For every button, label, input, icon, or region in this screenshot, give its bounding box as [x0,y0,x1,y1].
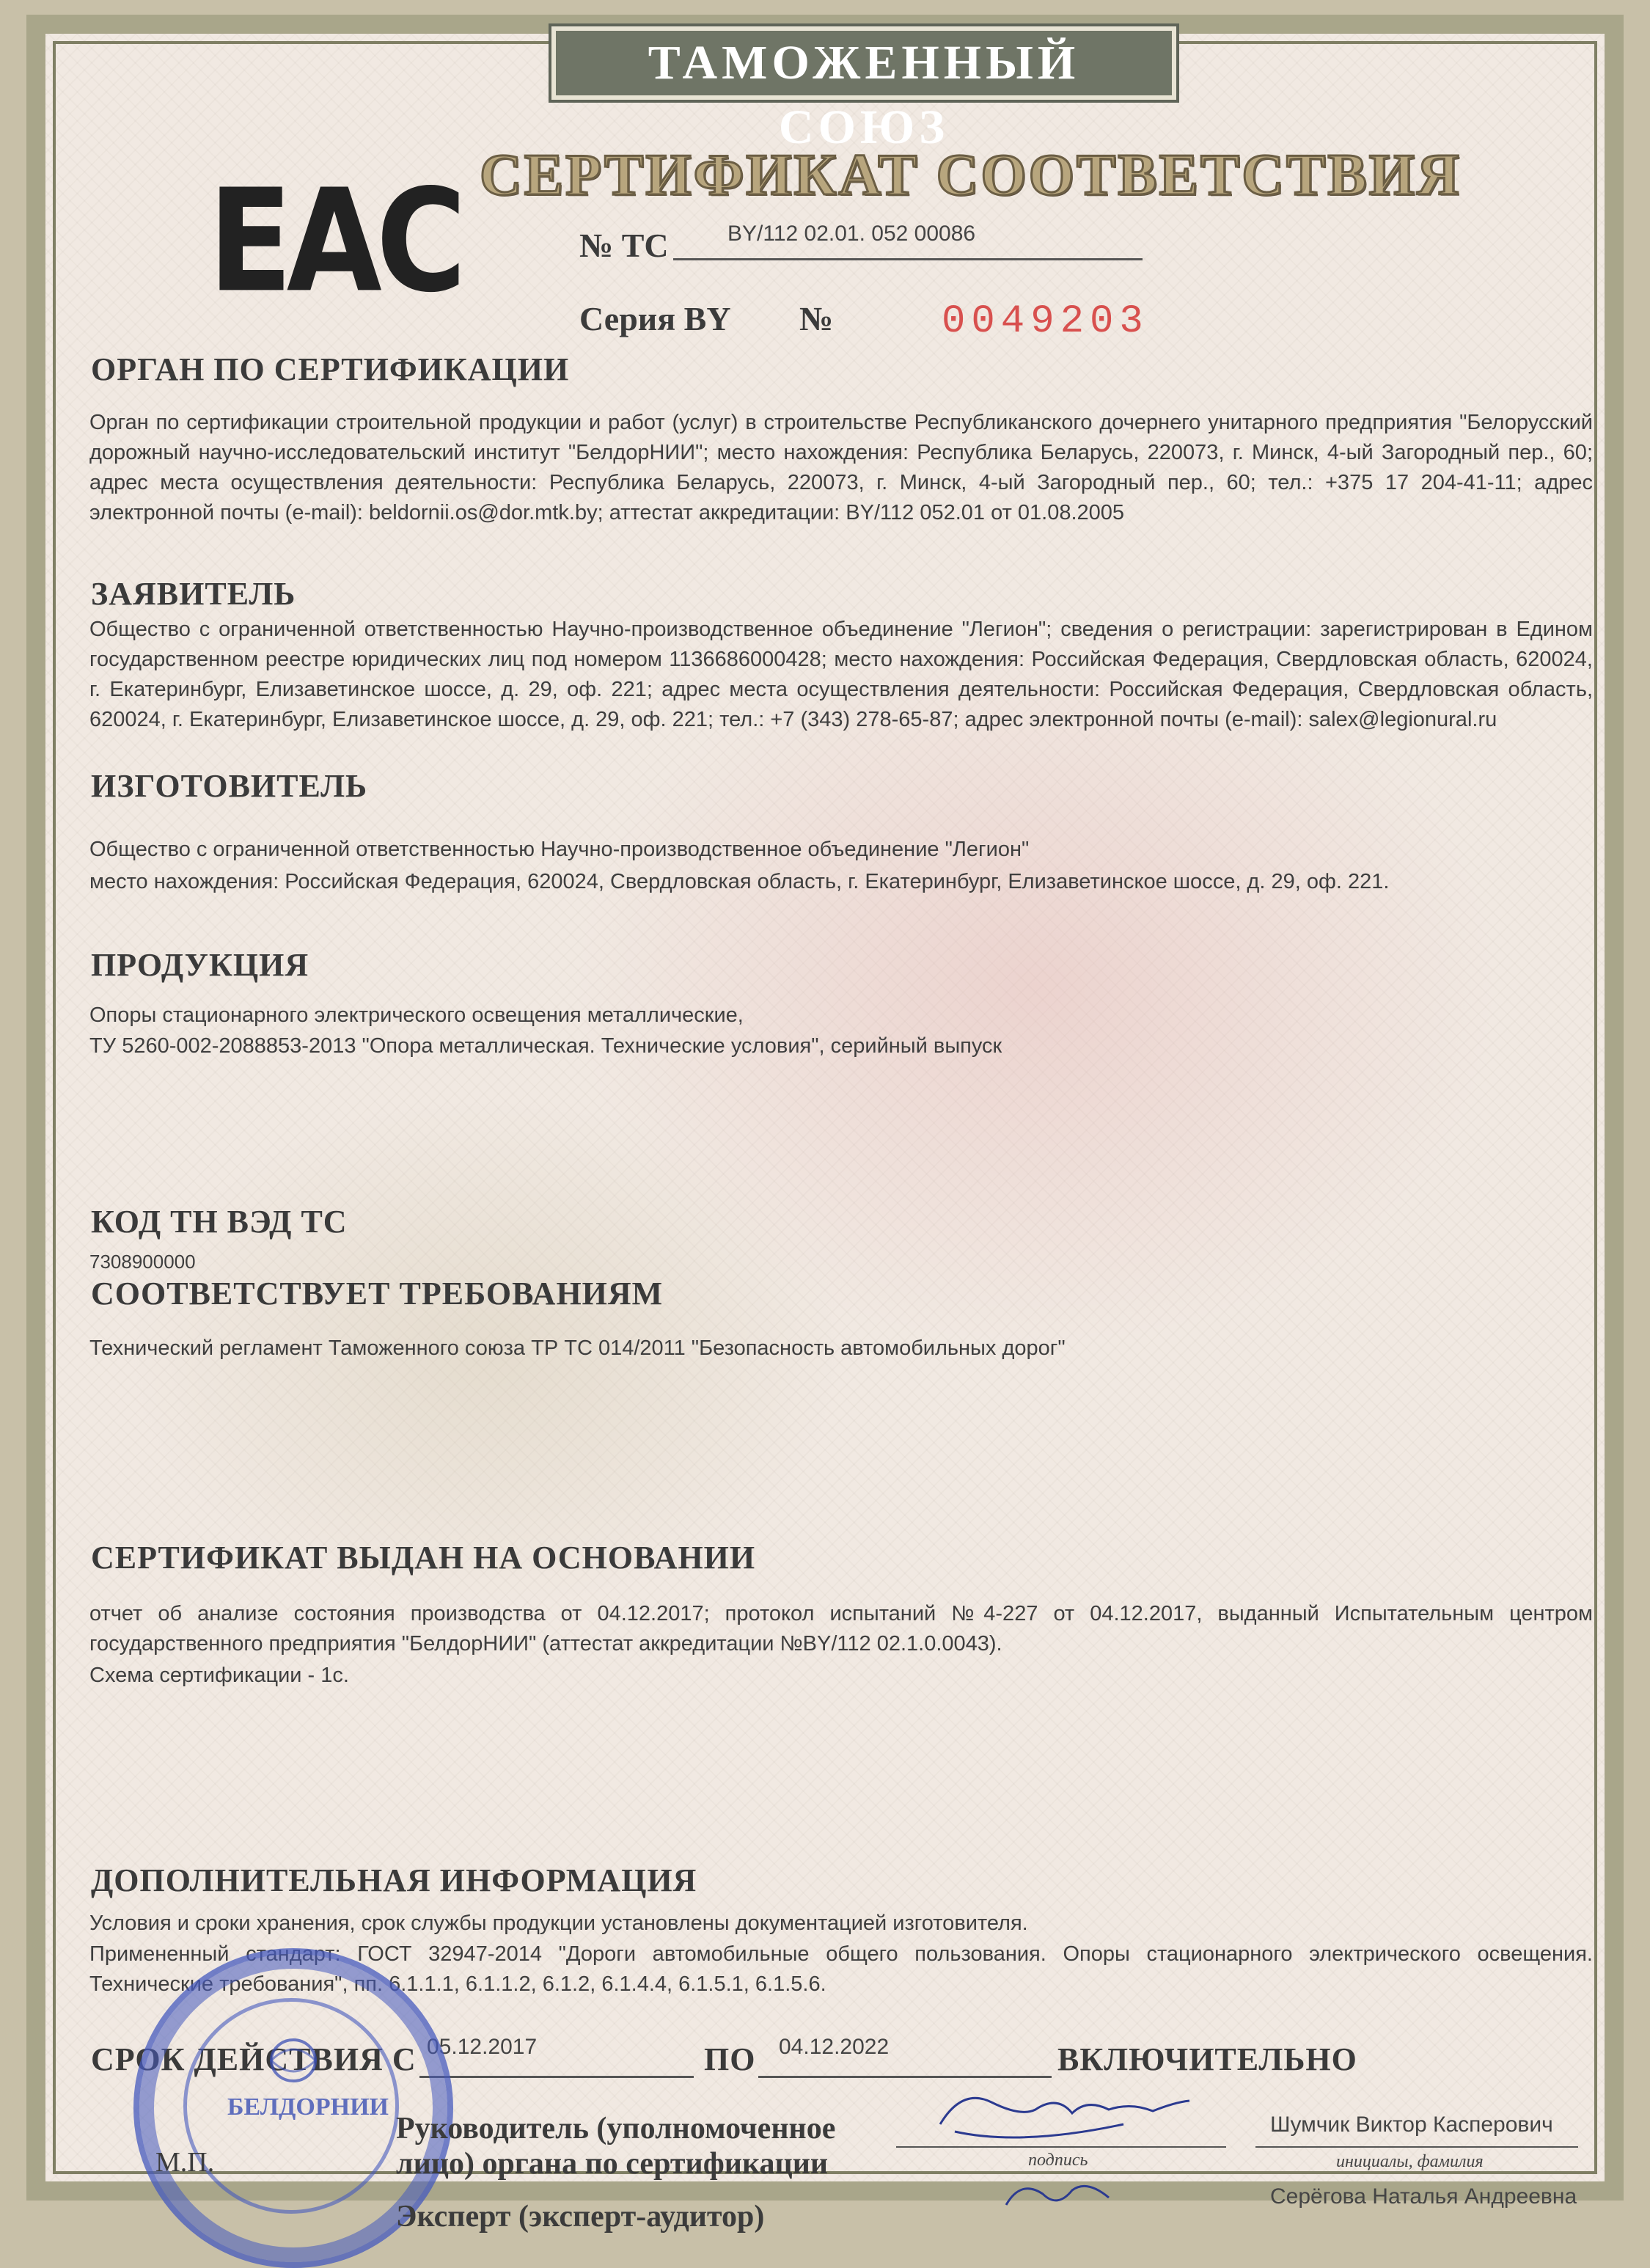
head-signature-line [896,2146,1226,2148]
section-heading-applicant: ЗАЯВИТЕЛЬ [91,576,296,612]
validity-from-date: 05.12.2017 [427,2035,538,2059]
certificate-title: СЕРТИФИКАТ СООТВЕТСТВИЯ [480,143,1462,208]
validity-to-label: ПО [704,2041,756,2077]
section-text-body: Орган по сертификации строительной продукции и работ (услуг) в строительстве Республиканского дочернего унитарного предприятия "Белорусский дорожный научно-исследовательский институт "БелдорНИИ"; место нахождения: Республика Беларусь, 220073, г. Минск, 4-ый Загородный пер., 60; адрес места осуществления деятельности: Республика Беларусь, 220073, г. Минск, 4-ый Загородный пер., 60; тел.: +375 17 204-41-11; адрес электронной почты (e-mail): beldornii.os@dor.mtk.by; аттестат аккредитации: BY/112 052.01 от 01.08.2005 [89,411,1593,524]
section-heading-conforms: СООТВЕТСТВУЕТ ТРЕБОВАНИЯМ [91,1276,664,1312]
head-name: Шумчик Виктор Касперович [1270,2112,1553,2137]
manufacturer-line-1: Общество с ограниченной ответственностью Научно-производственное объединение "Легион" [89,838,1030,861]
validity-to-date: 04.12.2022 [779,2035,890,2059]
eac-logo: ЕАС [208,158,461,324]
head-label-line-1: Руководитель (уполномоченное [396,2112,836,2146]
manufacturer-line-2: место нахождения: Российская Федерация, 620024, Свердловская область, г. Екатеринбург, Елизаветинское шоссе, д. 29, оф. 221. [89,870,1390,893]
product-line-2: ТУ 5260-002-2088853-2013 "Опора металлическая. Технические условия", серийный выпуск [89,1034,1002,1058]
series-label: Серия BY [579,300,731,337]
additional-line-1: Условия и сроки хранения, срок службы продукции установлены документацией изготовителя. [89,1912,1028,1935]
basis-text: отчет об анализе состояния производства от 04.12.2017; протокол испытаний №4-227 от 04.12.2017, выданный Испытательным центром государственного предприятия "БелдорНИИ" (аттестат аккредитации №BY/112 02.1.0.0043). [89,1602,1593,1656]
expert-label: Эксперт (эксперт-аудитор) [396,2200,765,2234]
head-signature [933,2080,1197,2146]
validity-inclusive-label: ВКЛЮЧИТЕЛЬНО [1057,2041,1357,2077]
podpis-caption: подпись [1028,2151,1088,2170]
number-label: № ТС [579,227,669,264]
mp-label: М.П. [155,2147,215,2178]
head-label-line-2: лицо) органа по сертификации [396,2147,829,2181]
certificate [26,15,1624,2234]
section-heading-code: КОД ТН ВЭД ТС [91,1204,348,1240]
section-text-applicant: Общество с ограниченной ответственностью Научно-производственное объединение "Легион"; сведения о регистрации: зарегистрирован в Едином государственном реестре юридических лиц под номером 1136686000428; место нахождения: Российская Федерация, Свердловская область, 620024, г. Екатеринбург, Елизаветинское шоссе, д. 29, оф. 221; адрес места осуществления деятельности: Российская Федерация, Свердловская область, 620024, г. Екатеринбург, Елизаветинское шоссе, д. 29, оф. 221; тел.: +7 (343) 278-65-87; адрес электронной почты (e-mail): salex@legionural.ru [89,618,1593,731]
validity-from-underline [419,2076,694,2078]
section-heading-body: ОРГАН ПО СЕРТИФИКАЦИИ [91,351,570,387]
section-heading-additional: ДОПОЛНИТЕЛЬНАЯ ИНФОРМАЦИЯ [91,1862,697,1898]
validity-to-underline [758,2076,1052,2078]
number-value: BY/112 02.01. 052 00086 [727,222,976,246]
stamp-text: БЕЛДОРНИИ [227,2093,389,2121]
number-underline [673,258,1143,260]
section-heading-manufacturer: ИЗГОТОВИТЕЛЬ [91,768,368,804]
emblem-icon [257,2035,330,2086]
conforms-text: Технический регламент Таможенного союза ТР ТС 014/2011 "Безопасность автомобильных дорог" [89,1336,1066,1360]
validity-from-label: СРОК ДЕЙСТВИЯ С [91,2041,417,2077]
customs-union-banner: ТАМОЖЕННЫЙ СОЮЗ [551,26,1176,100]
section-heading-basis: СЕРТИФИКАТ ВЫДАН НА ОСНОВАНИИ [91,1540,756,1576]
product-line-1: Опоры стационарного электрического освещения металлические, [89,1003,744,1027]
initials-caption: инициалы, фамилия [1336,2152,1484,2171]
section-heading-product: ПРОДУКЦИЯ [91,947,309,983]
serial-number: 0049203 [942,299,1149,344]
expert-name: Серёгова Наталья Андреевна [1270,2184,1577,2209]
head-name-line [1255,2146,1578,2148]
additional-line-2: Примененный стандарт: ГОСТ 32947-2014 "Дороги автомобильные общего пользования. Опоры стационарного электрического освещения. Технические требования", пп. 6.1.1.1, 6.1.1.2, 6.1.2, 6.1.4.4, 6.1.5.1, 6.1.5.6. [89,1942,1593,1996]
code-value: 7308900000 [89,1251,196,1273]
series-no-label: № [799,300,834,337]
basis-scheme: Схема сертификации - 1с. [89,1664,349,1687]
expert-signature [999,2176,1116,2220]
